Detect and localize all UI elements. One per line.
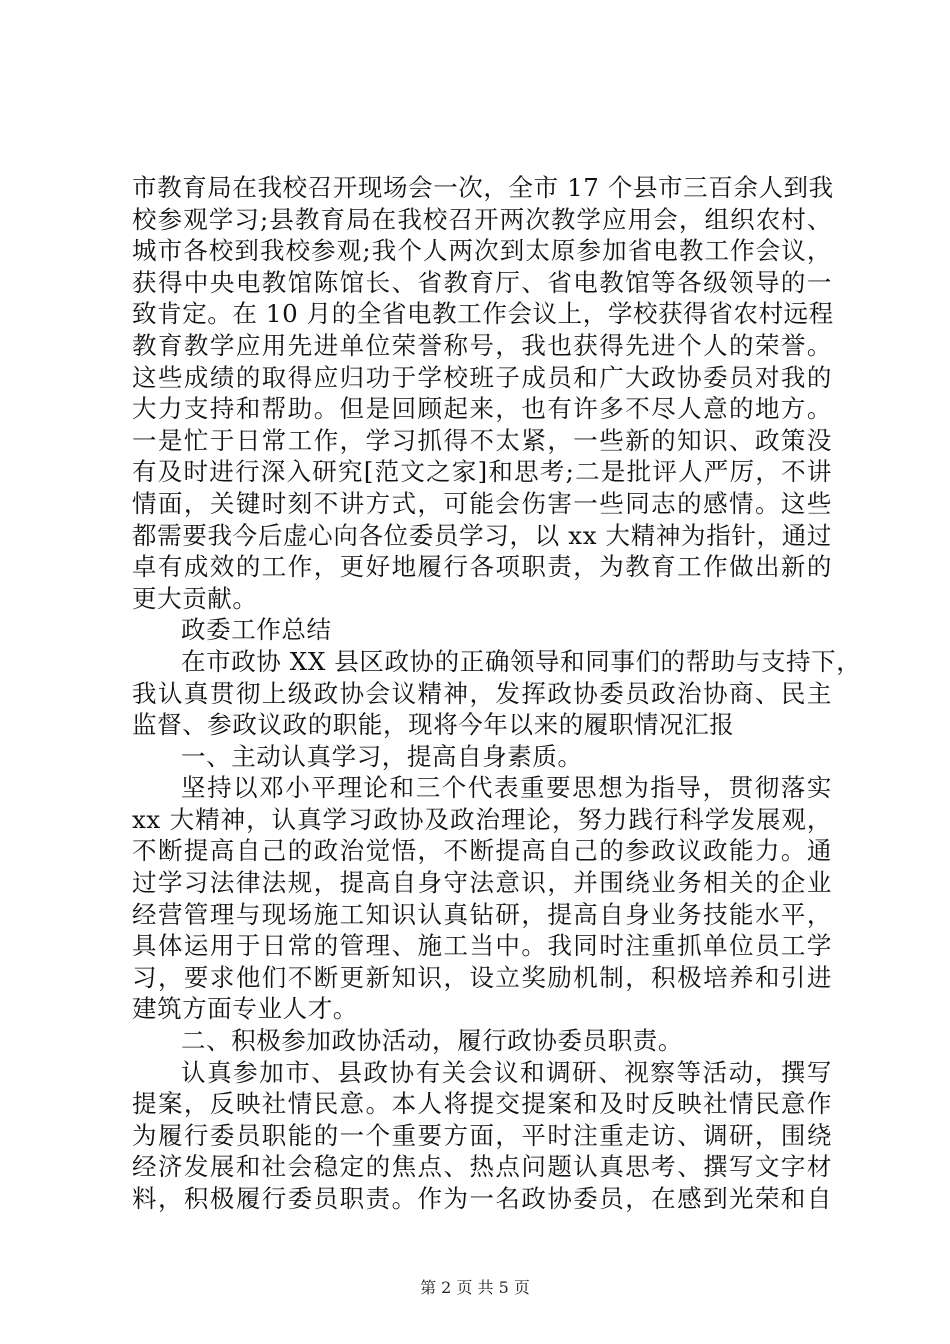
text-line: 过学习法律法规，提高自身守法意识，并围绕业务相关的企业	[132, 868, 832, 898]
text-line: 提案，反映社情民意。本人将提交提案和及时反映社情民意作	[132, 1089, 832, 1119]
text-line: 更大贡献。	[132, 583, 258, 613]
section-title: 政委工作总结	[181, 615, 332, 645]
text-line: 市教育局在我校召开现场会一次，全市 17 个县市三百余人到我	[132, 173, 834, 202]
text-line: 一是忙于日常工作，学习抓得不太紧，一些新的知识、政策没	[132, 425, 832, 455]
text-line: 坚持以邓小平理论和三个代表重要思想为指导，贯彻落实	[181, 773, 832, 803]
text-line: 料，积极履行委员职责。作为一名政协委员，在感到光荣和自	[132, 1184, 832, 1213]
document-body	[132, 172, 862, 1215]
page-number: 第 2 页 共 5 页	[420, 1278, 530, 1297]
text-line: 卓有成效的工作，更好地履行各项职责，为教育工作做出新的	[132, 552, 832, 582]
text-line: 在市政协 XX 县区政协的正确领导和同事们的帮助与支持下，	[181, 646, 862, 676]
text-line: 不断提高自己的政治觉悟，不断提高自己的参政议政能力。通	[132, 836, 832, 866]
text-line: 城市各校到我校参观;我个人两次到太原参加省电教工作会议，	[132, 236, 832, 266]
text-line: 为履行委员职能的一个重要方面，平时注重走访、调研，围绕	[132, 1120, 832, 1150]
text-line: 教育教学应用先进单位荣誉称号，我也获得先进个人的荣誉。	[132, 330, 832, 360]
text-line: 具体运用于日常的管理、施工当中。我同时注重抓单位员工学	[132, 931, 832, 961]
text-line: xx 大精神，认真学习政协及政治理论，努力践行科学发展观，	[132, 804, 832, 834]
text-line: 经济发展和社会稳定的焦点、热点问题认真思考、撰写文字材	[132, 1152, 832, 1182]
text-line: 这些成绩的取得应归功于学校班子成员和广大政协委员对我的	[132, 362, 832, 392]
text-line: 有及时进行深入研究[范文之家]和思考;二是批评人严厉，不讲	[132, 457, 832, 487]
text-line: 情面，关键时刻不讲方式，可能会伤害一些同志的感情。这些	[132, 488, 832, 518]
text-line: 致肯定。在 10 月的全省电教工作会议上，学校获得省农村远程	[132, 299, 834, 329]
text-line: 监督、参政议政的职能，现将今年以来的履职情况汇报	[132, 710, 735, 740]
text-line: 经营管理与现场施工知识认真钻研，提高自身业务技能水平，	[132, 899, 832, 929]
section-heading: 一、主动认真学习，提高自身素质。	[181, 741, 583, 771]
text-line: 认真参加市、县政协有关会议和调研、视察等活动，撰写	[181, 1057, 832, 1087]
page-footer	[0, 1278, 950, 1298]
text-line: 大力支持和帮助。但是回顾起来，也有许多不尽人意的地方。	[132, 394, 832, 424]
text-line: 获得中央电教馆陈馆长、省教育厅、省电教馆等各级领导的一	[132, 267, 832, 297]
text-line: 校参观学习;县教育局在我校召开两次教学应用会，组织农村、	[132, 204, 832, 234]
text-line: 都需要我今后虚心向各位委员学习，以 xx 大精神为指针，通过	[132, 520, 832, 550]
section-heading: 二、积极参加政协活动，履行政协委员职责。	[181, 1026, 683, 1056]
text-line: 我认真贯彻上级政协会议精神，发挥政协委员政治协商、民主	[132, 678, 832, 708]
text-line: 习，要求他们不断更新知识，设立奖励机制，积极培养和引进	[132, 962, 832, 992]
text-line: 建筑方面专业人才。	[132, 994, 358, 1024]
